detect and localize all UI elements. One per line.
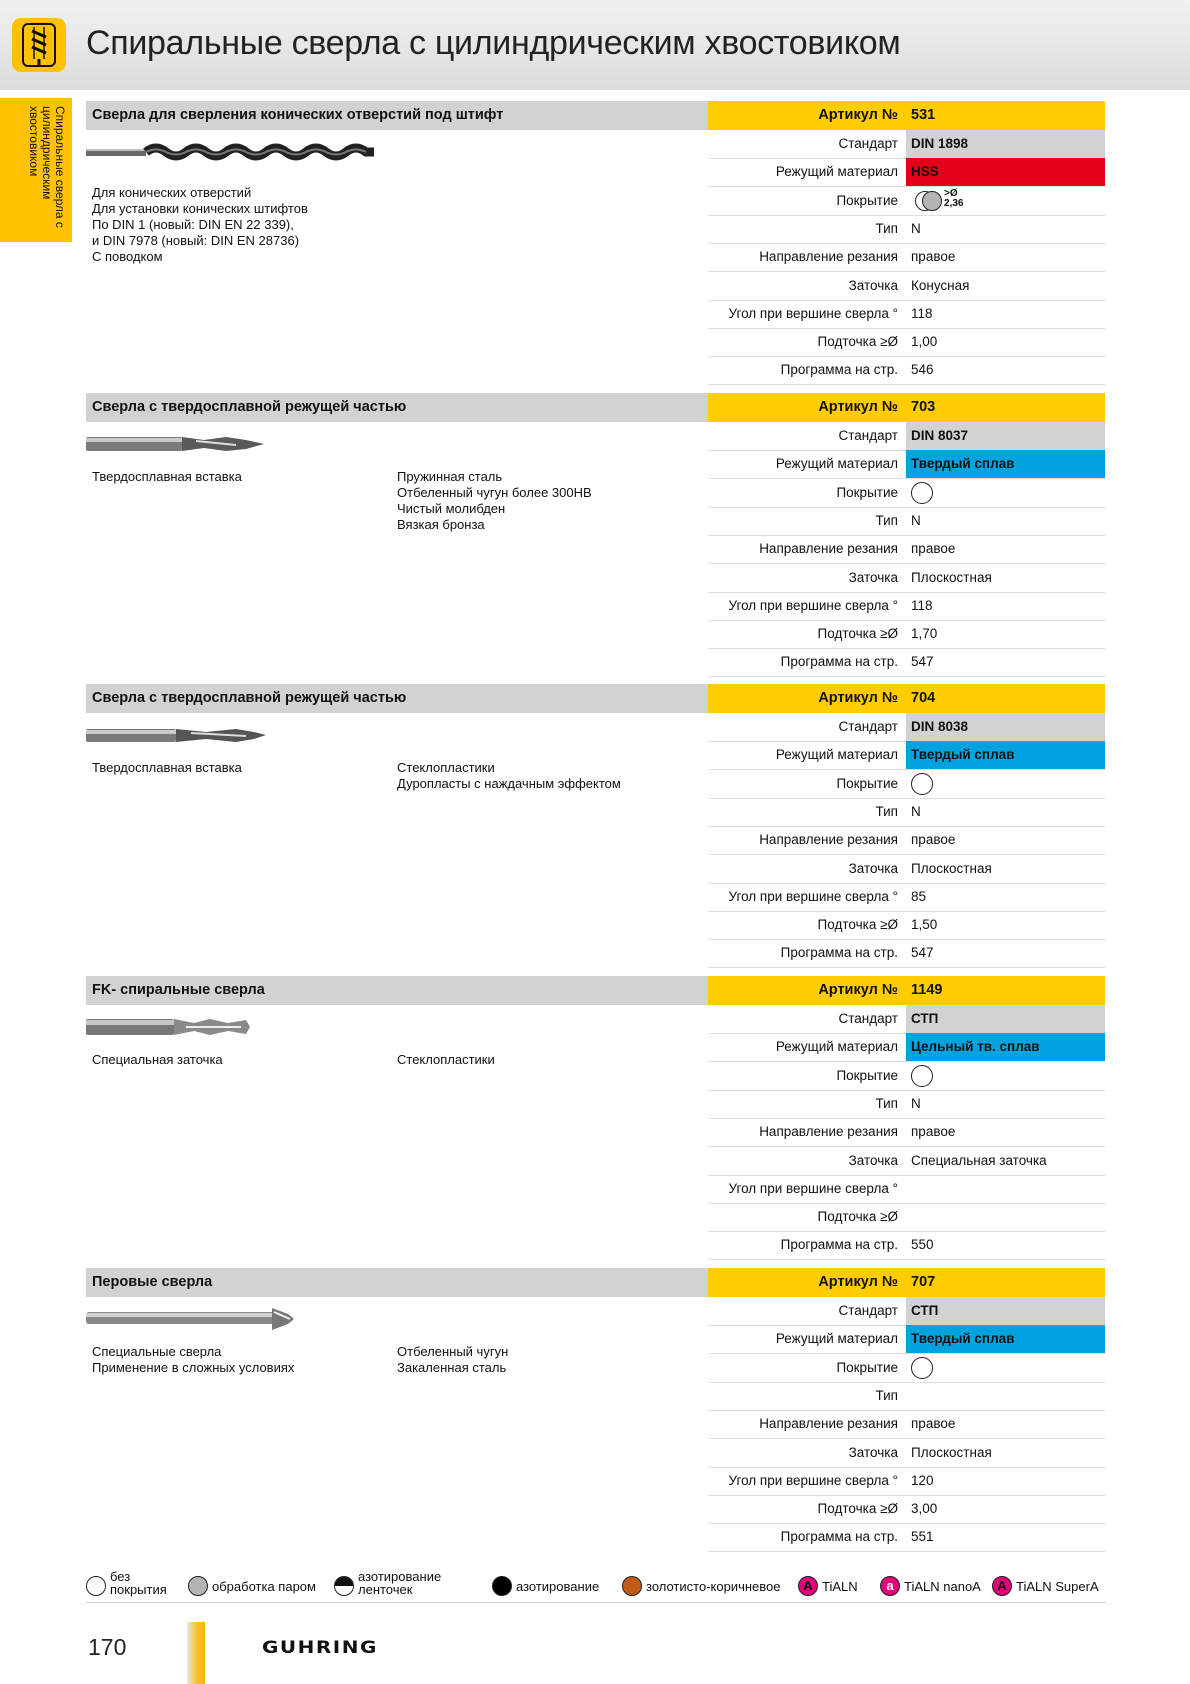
- spec-label: Подточка ≥Ø: [817, 626, 898, 642]
- product-section: [86, 101, 1105, 385]
- spec-value: правое: [911, 832, 956, 848]
- spec-label: Режущий материал: [775, 1039, 898, 1055]
- spec-label: Программа на стр.: [780, 945, 898, 961]
- spec-label: Заточка: [848, 569, 898, 585]
- spec-label: Направление резания: [759, 832, 898, 848]
- product-section: [86, 393, 1105, 677]
- article-label: Артикул №: [818, 107, 898, 123]
- description-left: [92, 185, 308, 265]
- description-left: [92, 1344, 294, 1376]
- product-section: [86, 684, 1105, 968]
- article-header: [708, 101, 1105, 130]
- spec-label: Стандарт: [838, 719, 898, 734]
- spec-value: 118: [911, 597, 933, 613]
- spec-row-grind: [708, 272, 1105, 301]
- article-label: Артикул №: [818, 690, 898, 706]
- spec-row-thinning: [708, 1203, 1105, 1232]
- spec-label: Тип: [875, 1387, 898, 1403]
- spec-value: Плоскостная: [911, 860, 992, 876]
- section-title: Сверла с твердосплавной режущей частью: [92, 690, 407, 706]
- material-block: [906, 450, 1105, 478]
- spec-label: Подточка ≥Ø: [817, 1501, 898, 1517]
- spec-row-grind: [708, 1147, 1105, 1176]
- spec-row-coating: [708, 770, 1105, 799]
- spec-row-point-angle: [708, 592, 1105, 621]
- steam-icon: [922, 191, 942, 211]
- description-line: Для конических отверстий: [92, 185, 252, 200]
- spec-row-grind: [708, 855, 1105, 884]
- spec-row-type: [708, 215, 1105, 244]
- spec-row-standard: [708, 1005, 1105, 1034]
- drill-image: [86, 722, 266, 753]
- uncoated-icon: [911, 482, 933, 504]
- tialn-icon: A: [798, 1576, 818, 1596]
- drill-image: [86, 139, 376, 170]
- footer-stripe: [187, 1622, 205, 1684]
- coating-legend: [86, 1570, 1106, 1603]
- spec-label: Покрытие: [836, 1359, 898, 1375]
- section-title: Сверла для сверления конических отверстий под штифт: [92, 107, 504, 123]
- spec-row-type: [708, 507, 1105, 536]
- description-left: [92, 1052, 223, 1068]
- spec-label: Угол при вершине сверла °: [728, 1472, 898, 1488]
- side-tab: [0, 98, 72, 242]
- spec-label: Покрытие: [836, 1067, 898, 1083]
- spec-row-program-page: [708, 1523, 1105, 1552]
- material-line: Стеклопластики: [397, 760, 495, 775]
- spec-label: Программа на стр.: [780, 654, 898, 670]
- article-header: [708, 684, 1105, 713]
- spec-value: DIN 1898: [911, 136, 969, 151]
- spec-row-cutting-direction: [708, 535, 1105, 564]
- spec-row-program-page: [708, 939, 1105, 968]
- spec-value: 1,00: [911, 334, 938, 350]
- spec-value: Конусная: [911, 277, 970, 293]
- section-title-bar: [86, 393, 708, 422]
- spec-row-standard: [708, 130, 1105, 159]
- description-left: [92, 469, 242, 485]
- spec-value: СТП: [911, 1303, 939, 1318]
- nitrided-icon: [492, 1576, 512, 1596]
- description-left: [92, 760, 242, 776]
- description-line: Твердосплавная вставка: [92, 469, 242, 484]
- spec-label: Режущий материал: [775, 456, 898, 472]
- spec-label: Программа на стр.: [780, 1529, 898, 1545]
- article-header: [708, 976, 1105, 1005]
- description-materials: [397, 1344, 508, 1376]
- material-block: [906, 1033, 1105, 1061]
- spec-value: Твердый сплав: [911, 456, 1015, 472]
- article-label: Артикул №: [818, 982, 898, 998]
- spec-value: N: [911, 220, 921, 236]
- spec-value: 551: [911, 1529, 934, 1545]
- article-number: 703: [911, 399, 936, 415]
- material-block: [906, 158, 1105, 186]
- spec-label: Тип: [875, 512, 898, 528]
- spec-label: Тип: [875, 220, 898, 236]
- spec-label: Тип: [875, 1095, 898, 1111]
- product-section: [86, 1268, 1105, 1552]
- description-line: С поводком: [92, 249, 163, 264]
- legend-label: азотирование: [516, 1579, 600, 1594]
- spec-value: 1,70: [911, 626, 938, 642]
- spec-label: Подточка ≥Ø: [817, 917, 898, 933]
- material-line: Стеклопластики: [397, 1052, 495, 1067]
- article-number: 531: [911, 107, 936, 123]
- spec-row-coating: [708, 187, 1105, 216]
- section-title: Перовые сверла: [92, 1274, 213, 1290]
- spec-label: Направление резания: [759, 249, 898, 265]
- page-title: Спиральные сверла с цилиндрическим хвостовиком: [86, 24, 901, 62]
- spec-value: 120: [911, 1472, 934, 1488]
- spec-row-standard: [708, 713, 1105, 742]
- spec-value: Специальная заточка: [911, 1152, 1047, 1168]
- spec-label: Заточка: [848, 277, 898, 293]
- spec-row-cutting-direction: [708, 826, 1105, 855]
- spec-value: HSS: [911, 164, 939, 180]
- description-line: Специальные сверла: [92, 1344, 222, 1359]
- standard-block: [906, 1005, 1105, 1033]
- material-line: Пружинная сталь: [397, 469, 503, 484]
- spec-row-standard: [708, 1297, 1105, 1326]
- spec-row-cutting-material: [708, 158, 1105, 187]
- spec-value: правое: [911, 249, 956, 265]
- spec-value: Твердый сплав: [911, 1331, 1015, 1347]
- spec-row-cutting-direction: [708, 1118, 1105, 1147]
- spec-label: Угол при вершине сверла °: [728, 597, 898, 613]
- standard-block: [906, 713, 1105, 741]
- brand-logo: GUHRING: [262, 1636, 378, 1658]
- drill-image: [86, 431, 266, 462]
- section-title-bar: [86, 101, 708, 130]
- description-line: Применение в сложных условиях: [92, 1360, 295, 1375]
- spec-label: Стандарт: [838, 136, 898, 151]
- description-line: Специальная заточка: [92, 1052, 223, 1067]
- uncoated-icon: [911, 1065, 933, 1087]
- spec-label: Направление резания: [759, 1416, 898, 1432]
- page-header: [0, 0, 1190, 90]
- spec-row-cutting-material: [708, 741, 1105, 770]
- drill-image: [86, 1306, 296, 1337]
- material-line: Чистый молибден: [397, 501, 506, 516]
- section-title-bar: [86, 684, 708, 713]
- spec-row-thinning: [708, 328, 1105, 357]
- article-label: Артикул №: [818, 399, 898, 415]
- spec-value: N: [911, 803, 921, 819]
- steam-icon: [188, 1576, 208, 1596]
- article-label: Артикул №: [818, 1274, 898, 1290]
- article-number: 704: [911, 690, 936, 706]
- uncoated-icon: [911, 1357, 933, 1379]
- spec-row-point-angle: [708, 883, 1105, 912]
- material-line: Дуропласты с наждачным эффектом: [397, 776, 621, 791]
- spec-label: Направление резания: [759, 541, 898, 557]
- coating-threshold: >Ø 2,36: [944, 187, 964, 209]
- spec-value: 547: [911, 945, 934, 961]
- spec-row-type: [708, 798, 1105, 827]
- description-materials: [397, 469, 592, 533]
- spec-label: Угол при вершине сверла °: [728, 888, 898, 904]
- spec-row-coating: [708, 479, 1105, 508]
- spec-label: Стандарт: [838, 1011, 898, 1026]
- spec-row-coating: [708, 1354, 1105, 1383]
- uncoated-icon: [911, 773, 933, 795]
- article-number: 1149: [911, 982, 943, 998]
- spec-row-point-angle: [708, 300, 1105, 329]
- description-line: и DIN 7978 (новый: DIN EN 28736): [92, 233, 300, 248]
- spec-row-point-angle: [708, 1467, 1105, 1496]
- gold-brown-icon: [622, 1576, 642, 1596]
- spec-label: Режущий материал: [775, 747, 898, 763]
- spec-value: N: [911, 512, 921, 528]
- spec-row-standard: [708, 422, 1105, 451]
- spec-label: Стандарт: [838, 428, 898, 443]
- spec-value: правое: [911, 1124, 956, 1140]
- spec-row-cutting-material: [708, 1325, 1105, 1354]
- spec-value: DIN 8037: [911, 428, 969, 443]
- legend-label: TiALN nanoA: [904, 1579, 981, 1594]
- standard-block: [906, 422, 1105, 450]
- twist-drill-icon: [12, 18, 66, 72]
- spec-row-program-page: [708, 1231, 1105, 1260]
- spec-value: N: [911, 1095, 921, 1111]
- spec-label: Режущий материал: [775, 164, 898, 180]
- spec-value: правое: [911, 1416, 956, 1432]
- material-block: [906, 741, 1105, 769]
- product-section: [86, 976, 1105, 1260]
- spec-label: Стандарт: [838, 1303, 898, 1318]
- spec-label: Подточка ≥Ø: [817, 1209, 898, 1225]
- spec-label: Подточка ≥Ø: [817, 334, 898, 350]
- spec-value: DIN 8038: [911, 719, 969, 734]
- spec-label: Угол при вершине сверла °: [728, 1180, 898, 1196]
- side-tab-text: Спиральные сверла с цилиндрическим хвостовиком: [27, 106, 67, 228]
- spec-value: 546: [911, 362, 934, 378]
- description-line: По DIN 1 (новый: DIN EN 22 339),: [92, 217, 294, 232]
- spec-label: Покрытие: [836, 192, 898, 208]
- spec-row-thinning: [708, 1495, 1105, 1524]
- spec-label: Тип: [875, 803, 898, 819]
- material-line: Вязкая бронза: [397, 517, 485, 532]
- spec-row-program-page: [708, 648, 1105, 677]
- land-nitrided-icon: [334, 1576, 354, 1596]
- spec-label: Покрытие: [836, 775, 898, 791]
- spec-value: 85: [911, 888, 927, 904]
- legend-label: обработка паром: [212, 1579, 316, 1594]
- spec-label: Заточка: [848, 1152, 898, 1168]
- article-header: [708, 1268, 1105, 1297]
- spec-label: Заточка: [848, 1444, 898, 1460]
- spec-row-cutting-direction: [708, 243, 1105, 272]
- spec-row-thinning: [708, 911, 1105, 940]
- article-number: 707: [911, 1274, 936, 1290]
- spec-row-program-page: [708, 356, 1105, 385]
- material-block: [906, 1325, 1105, 1353]
- tialn-supera-icon: A: [992, 1576, 1012, 1596]
- page-number: 170: [88, 1634, 127, 1660]
- spec-value: Плоскостная: [911, 1444, 992, 1460]
- spec-value: Твердый сплав: [911, 747, 1015, 763]
- legend-label: золотисто-коричневое: [646, 1579, 781, 1594]
- spec-value: 550: [911, 1237, 934, 1253]
- article-header: [708, 393, 1105, 422]
- spec-row-grind: [708, 1439, 1105, 1468]
- spec-value: 118: [911, 305, 933, 321]
- spec-value: 3,00: [911, 1501, 938, 1517]
- spec-label: Программа на стр.: [780, 362, 898, 378]
- spec-row-grind: [708, 564, 1105, 593]
- legend-label: TiALN SuperA: [1016, 1579, 1099, 1594]
- material-line: Отбеленный чугун более 300HB: [397, 485, 592, 500]
- spec-value: 1,50: [911, 917, 938, 933]
- spec-value: 547: [911, 654, 934, 670]
- material-line: Закаленная сталь: [397, 1360, 507, 1375]
- material-line: Отбеленный чугун: [397, 1344, 509, 1359]
- spec-value: Плоскостная: [911, 569, 992, 585]
- description-materials: [397, 760, 621, 792]
- standard-block: [906, 1297, 1105, 1325]
- spec-row-cutting-material: [708, 450, 1105, 479]
- spec-row-cutting-direction: [708, 1410, 1105, 1439]
- legend-label: без покрытия: [110, 1569, 167, 1597]
- spec-label: Программа на стр.: [780, 1237, 898, 1253]
- drill-image: [86, 1014, 251, 1045]
- spec-row-point-angle: [708, 1175, 1105, 1204]
- legend-label: TiALN: [822, 1579, 858, 1594]
- spec-row-coating: [708, 1062, 1105, 1091]
- tialn-nanoa-icon: a: [880, 1576, 900, 1596]
- spec-label: Заточка: [848, 860, 898, 876]
- section-title: FK- спиральные сверла: [92, 982, 265, 998]
- section-title-bar: [86, 976, 708, 1005]
- spec-row-type: [708, 1382, 1105, 1411]
- spec-label: Направление резания: [759, 1124, 898, 1140]
- spec-value: правое: [911, 541, 956, 557]
- section-title-bar: [86, 1268, 708, 1297]
- description-line: Для установки конических штифтов: [92, 201, 308, 216]
- spec-row-cutting-material: [708, 1033, 1105, 1062]
- spec-value: СТП: [911, 1011, 939, 1026]
- uncoated-icon: [86, 1576, 106, 1596]
- spec-row-thinning: [708, 620, 1105, 649]
- description-materials: [397, 1052, 495, 1068]
- description-line: Твердосплавная вставка: [92, 760, 242, 775]
- spec-label: Угол при вершине сверла °: [728, 305, 898, 321]
- standard-block: [906, 130, 1105, 158]
- spec-row-type: [708, 1090, 1105, 1119]
- spec-label: Покрытие: [836, 484, 898, 500]
- section-title: Сверла с твердосплавной режущей частью: [92, 399, 407, 415]
- legend-label: азотирование ленточек: [358, 1569, 442, 1597]
- spec-label: Режущий материал: [775, 1331, 898, 1347]
- spec-value: Цельный тв. сплав: [911, 1039, 1040, 1055]
